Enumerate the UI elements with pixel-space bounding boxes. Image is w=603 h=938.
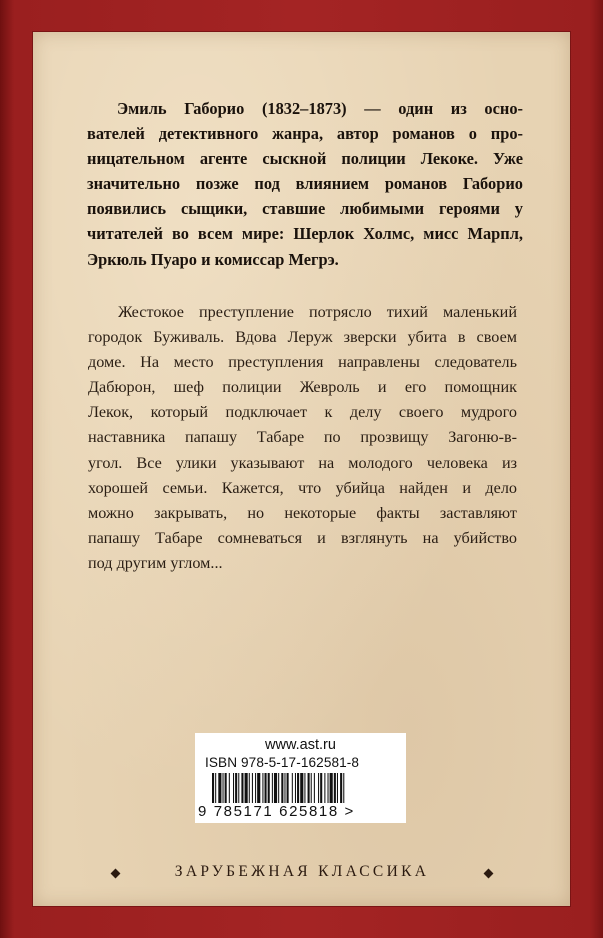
series-title: ЗАРУБЕЖНАЯ КЛАССИКА <box>174 863 430 880</box>
blurb-line: хорошей семьи. Кажется, что убийца найден и дело <box>88 478 517 497</box>
bio-line: Эмиль Габорио (1832–1873) — один из осно- <box>117 99 523 118</box>
bio-line: появились сыщики, ставшие любимыми героями у <box>87 199 523 219</box>
series-label <box>110 863 494 883</box>
bio-line: Эркюль Пуаро и комиссар Мегрэ. <box>87 249 339 269</box>
bio-line: читателей во всем мире: Шерлок Холмс, мисс Марпл, <box>87 224 523 244</box>
bio-line: значительно позже под влиянием романов Габорио <box>87 174 523 194</box>
blurb-line: под другим углом... <box>88 553 223 572</box>
blurb-line: наставника папашу Табаре по прозвищу Загоню-в- <box>88 428 517 447</box>
blurb-line: папашу Табаре сомневаться и взглянуть на убийство <box>88 528 517 547</box>
book-blurb <box>88 300 517 576</box>
blurb-line: Лекок, который подключает к делу своего мудрого <box>88 403 517 422</box>
author-bio <box>87 96 523 272</box>
blurb-line: Дабюрон, шеф полиции Жевроль и его помощник <box>88 378 517 397</box>
blurb-line: можно закрывать, но некоторые факты заставляют <box>88 503 517 522</box>
publisher-website: www.ast.ru <box>265 737 336 753</box>
bio-line: вателей детективного жанра, автор романов о про- <box>87 124 523 144</box>
ean-digits: 9 785171 625818 > <box>198 803 355 820</box>
blurb-line: доме. На место преступления направлены следователь <box>88 353 517 372</box>
bio-line: ницательном агенте сыскной полиции Лекоке. Уже <box>87 149 523 169</box>
isbn-number: ISBN 978-5-17-162581-8 <box>205 755 360 770</box>
blurb-line: городок Буживаль. Вдова Леруж зверски убита в своем <box>88 328 517 347</box>
blurb-line: Жестокое преступление потрясло тихий маленький <box>118 303 517 321</box>
blurb-line: угол. Все улики указывают на молодого человека из <box>88 453 517 472</box>
